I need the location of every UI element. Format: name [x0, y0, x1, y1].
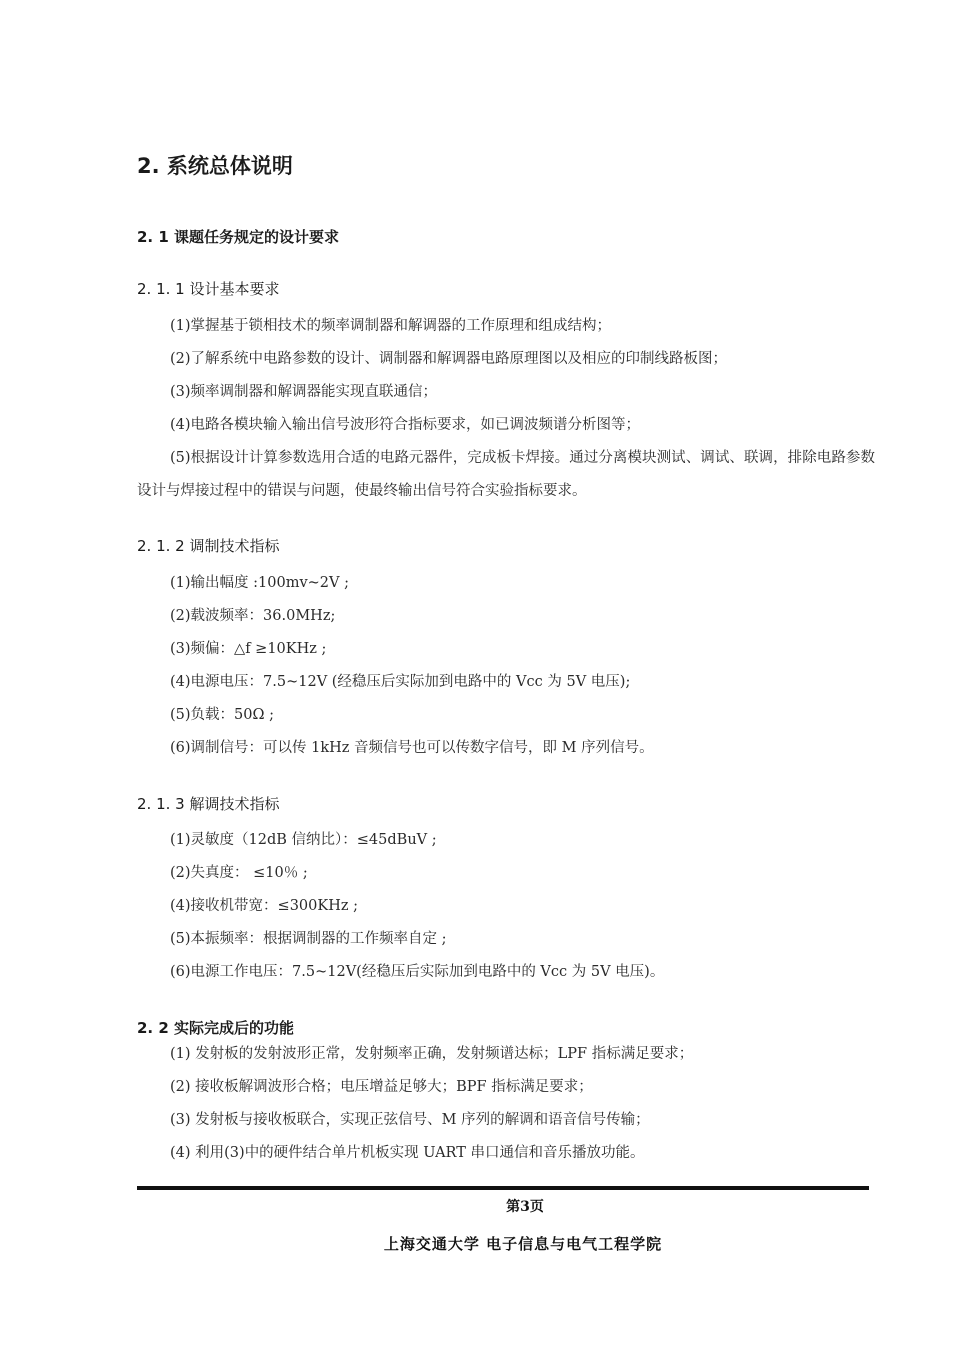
list-item: (1)输出幅度 :100mv~2V ; — [170, 575, 349, 591]
subsection-2-1-3-title: 2. 1. 3 解调技术指标 — [137, 795, 280, 813]
list-item: (5)本振频率：根据调制器的工作频率自定 ; — [170, 931, 447, 947]
subsection-2-2-title: 2. 2 实际完成后的功能 — [137, 1019, 295, 1037]
subsection-2-1-title: 2. 1 课题任务规定的设计要求 — [137, 228, 340, 246]
list-item: (2)失真度： ≤10％ ; — [170, 865, 308, 881]
list-item: (6)调制信号：可以传 1kHz 音频信号也可以传数字信号，即 M 序列信号。 — [170, 740, 654, 756]
list-item: (5)负载：50Ω ; — [170, 707, 275, 723]
list-item: (2)了解系统中电路参数的设计、调制器和解调器电路原理图以及相应的印制线路板图； — [170, 351, 728, 367]
list-item: (4)接收机带宽：≤300KHz ; — [170, 898, 358, 914]
list-item: (1)掌握基于锁相技术的频率调制器和解调器的工作原理和组成结构； — [170, 318, 612, 334]
footer-institution: 上海交通大学 电子信息与电气工程学院 — [383, 1235, 663, 1253]
list-item: (4)电路各模块输入输出信号波形符合指标要求，如已调波频谱分析图等； — [170, 417, 641, 433]
page-number: 第3页 — [506, 1199, 544, 1215]
list-item: (1)灵敏度（12dB 信纳比）：≤45dBuV ; — [170, 832, 437, 848]
section-title: 2. 系统总体说明 — [137, 154, 293, 178]
list-item: (4) 利用(3)中的硬件结合单片机板实现 UART 串口通信和音乐播放功能。 — [170, 1145, 645, 1161]
list-item: (3)频率调制器和解调器能实现直联通信； — [170, 384, 438, 400]
list-item-paragraph: (5)根据设计计算参数选用合适的电路元器件，完成板卡焊接。通过分离模块测试、调试、联调，排除电路参数设计与焊接过程中的错误与问题，使最终输出信号符合实验指标要求。 — [137, 450, 875, 499]
list-item: (2)载波频率：36.0MHz; — [170, 608, 336, 624]
list-item: (3)频偏：△f ≥10KHz ; — [170, 641, 327, 657]
list-item: (2) 接收板解调波形合格；电压增益足够大；BPF 指标满足要求； — [170, 1079, 593, 1095]
list-item: (3) 发射板与接收板联合，实现正弦信号、M 序列的解调和语音信号传输； — [170, 1112, 650, 1128]
list-item: (6)电源工作电压：7.5~12V(经稳压后实际加到电路中的 Vcc 为 5V 电压)。 — [170, 964, 665, 980]
subsection-2-1-1-title: 2. 1. 1 设计基本要求 — [137, 280, 280, 298]
footer-divider — [137, 1186, 869, 1190]
list-item: (1) 发射板的发射波形正常，发射频率正确，发射频谱达标；LPF 指标满足要求； — [170, 1046, 694, 1062]
list-item: (4)电源电压：7.5~12V (经稳压后实际加到电路中的 Vcc 为 5V 电压); — [170, 674, 631, 690]
subsection-2-1-2-title: 2. 1. 2 调制技术指标 — [137, 537, 280, 555]
